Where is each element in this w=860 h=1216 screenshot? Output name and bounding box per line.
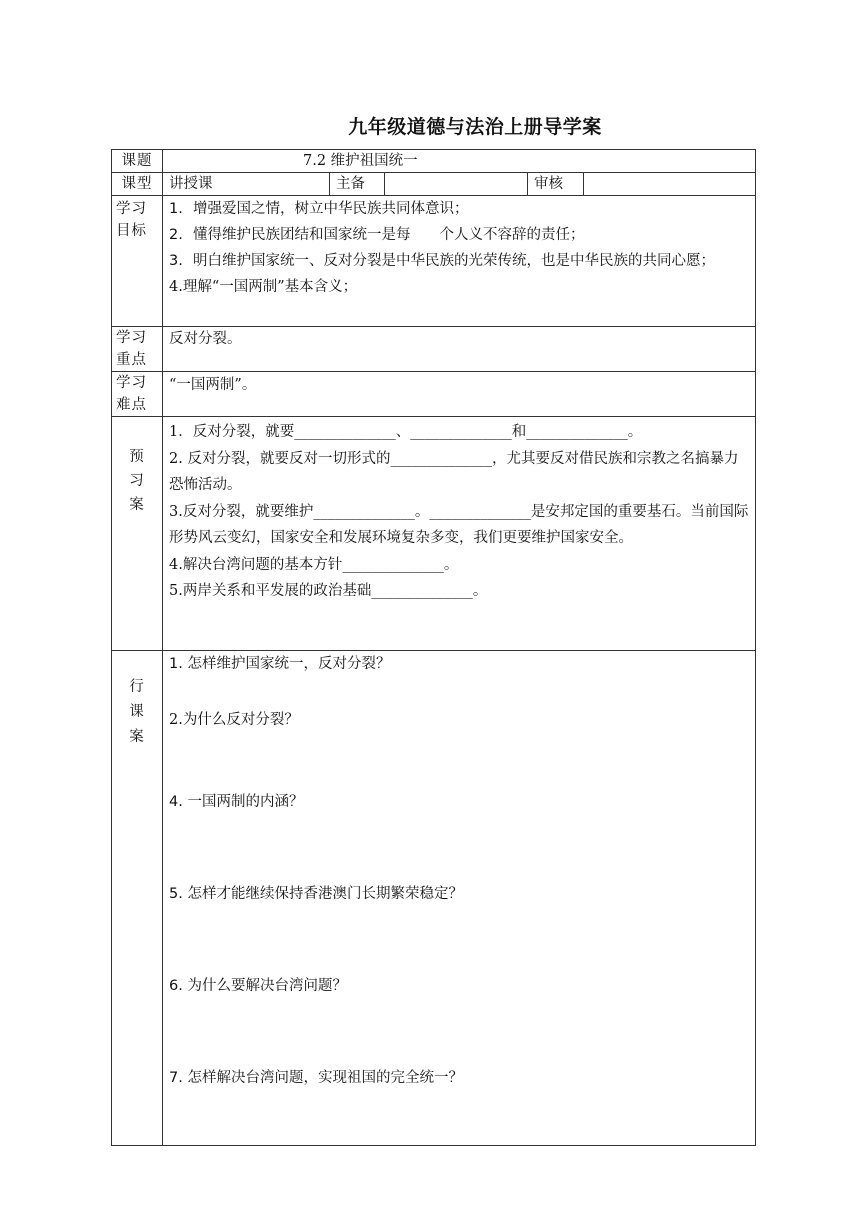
key-row (112, 327, 756, 372)
preview-content (163, 417, 756, 651)
type-label: 课型 (112, 173, 163, 196)
goal-item-2: 2. 懂得维护民族团结和国家统一是每 个人义不容辞的责任； (169, 227, 585, 243)
review-value (584, 173, 756, 196)
lesson-question-1: 1. 怎样维护国家统一，反对分裂？ (169, 656, 391, 672)
key-label: 学习重点 (112, 327, 163, 372)
lesson-plan-table (111, 149, 756, 1146)
preview-line-4: 4.解决台湾问题的基本方针______________。 (169, 556, 459, 573)
preview-line-5: 5.两岸关系和平发展的政治基础______________。 (169, 583, 488, 599)
goal-item-3: 3. 明白维护国家统一、反对分裂是中华民族的光荣传统，也是中华民族的共同心愿； (169, 253, 715, 269)
difficult-label: 学习难点 (112, 372, 163, 417)
topic-row (112, 150, 756, 173)
page-title: 九年级道德与法治上册导学案 (348, 116, 602, 138)
goals-list (163, 196, 756, 327)
lesson-row (112, 651, 756, 1146)
goals-label: 学习目标 (112, 196, 163, 327)
type-value: 讲授课 (163, 173, 330, 196)
difficult-row (112, 372, 756, 417)
lesson-question-5: 5. 怎样才能继续保持香港澳门长期繁荣稳定？ (169, 886, 463, 902)
goals-row (112, 196, 756, 327)
main-author-value (385, 173, 528, 196)
lesson-question-7: 7. 怎样解决台湾问题，实现祖国的完全统一？ (169, 1070, 463, 1086)
preview-line-2: 2. 反对分裂，就要反对一切形式的______________，尤其要反对借民族和宗教之名搞暴力恐怖活动。 (169, 450, 739, 493)
lesson-question-2: 2.为什么反对分裂？ (169, 712, 299, 728)
preview-line-1: 1．反对分裂，就要______________、______________和______________。 (169, 424, 643, 440)
main-author-label: 主备 (330, 173, 385, 196)
type-row (112, 173, 756, 196)
topic-label: 课题 (112, 150, 163, 173)
lesson-question-6: 6. 为什么要解决台湾问题？ (169, 978, 347, 994)
preview-row (112, 417, 756, 651)
key-value: 反对分裂。 (163, 327, 756, 372)
topic-value: 7.2 维护祖国统一 (163, 150, 756, 173)
lesson-label: 行课案 (112, 651, 163, 1146)
lesson-question-4: 4. 一国两制的内涵？ (169, 794, 304, 810)
review-label: 审核 (528, 173, 584, 196)
lesson-content (163, 651, 756, 1146)
goal-item-1: 1. 增强爱国之情，树立中华民族共同体意识； (169, 201, 469, 217)
difficult-value: “一国两制”。 (163, 372, 756, 417)
preview-label: 预习案 (112, 417, 163, 651)
preview-line-3: 3.反对分裂，就要维护______________。______________是安邦定国的重要基石。当前国际形势风云变幻，国家安全和发展环境复杂多变，我们更要维护国家安全。 (169, 503, 749, 546)
goal-item-4: 4.理解“一国两制”基本含义； (169, 279, 358, 295)
